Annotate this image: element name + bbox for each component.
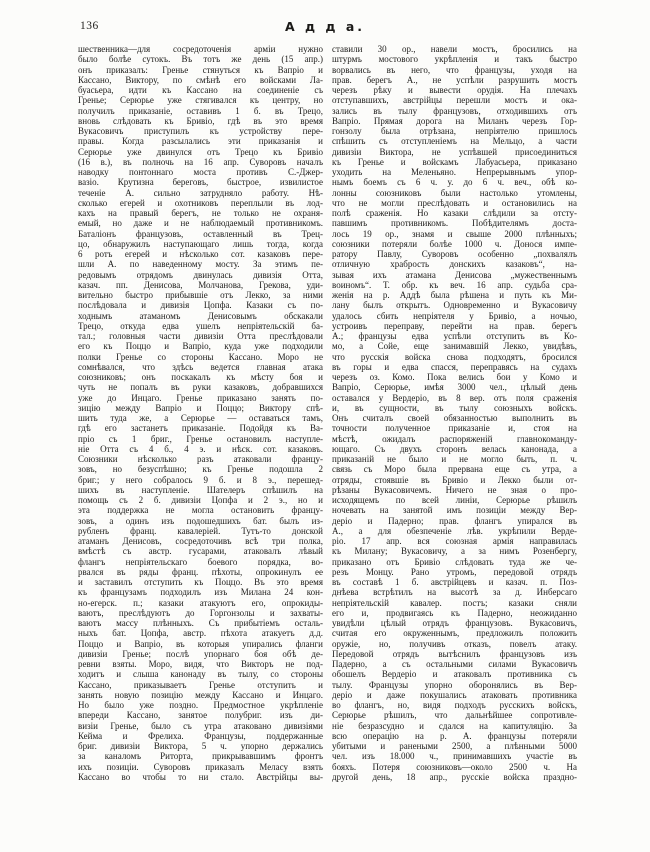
text-line: ставили 30 ор., навели мостъ, бросились на bbox=[332, 44, 577, 54]
text-line: Союзники нѣсколько разъ атаковали францу- bbox=[78, 454, 323, 464]
text-line: во флангъ, но, видя подходъ русскихъ войскъ, bbox=[332, 700, 577, 710]
text-line: ходитъ и слыша канонаду въ тылу, со стороны bbox=[78, 669, 323, 680]
text-line: удалось сбить непріятеля у Бривіо, а ночью, bbox=[332, 310, 577, 321]
text-line: къ Милану; Вукасовичу, а за нимъ Розенбергу, bbox=[332, 546, 577, 557]
text-line: вительно быстро прибывшіе отъ Лекко, за ними bbox=[78, 290, 323, 300]
text-line: (16 в.), въ полночь на 16 апр. Суворовъ началъ bbox=[78, 156, 323, 167]
text-line: ваютъ, преслѣдуютъ до Горгонзолы и захваты- bbox=[78, 607, 323, 618]
text-line: вмѣстѣ съ австр. гусарами, атаковалъ лѣвый bbox=[78, 546, 323, 557]
text-line: полѣ сраженія. Но казаки слѣдили за отсту- bbox=[332, 208, 577, 218]
text-line: Вапріо, Серюрье, имѣя 3000 чел., цѣлый день bbox=[332, 382, 577, 393]
text-line: шественника—для сосредоточенія арміи нужно bbox=[78, 44, 323, 54]
text-line: впереди Кассано, занятое полубриг. изъ ди- bbox=[78, 710, 323, 721]
text-line: ночевать на занятой имъ позиціи между Вер- bbox=[332, 505, 577, 516]
text-line: ваютъ массу плѣнныхъ. Съ прибытіемъ осталь- bbox=[78, 618, 323, 628]
text-line: его и, продвигаясь къ Падерно, неожиданно bbox=[332, 607, 577, 618]
text-line: нымъ боемъ съ 6 ч. у. до 6 ч. веч., обѣ ко- bbox=[332, 177, 577, 188]
text-line: уходить на Меленьяно. Непрерывнымъ упор- bbox=[332, 167, 577, 177]
text-line: зывая ихъ атамана Денисова „мужественнымъ bbox=[332, 269, 577, 280]
text-line: оружіе, но, получивъ отказъ, повелъ атаку. bbox=[332, 638, 577, 649]
text-line: резъ Монцу. Рано утромъ, передовой отрядъ bbox=[332, 566, 577, 577]
text-line: редовымъ отрядомъ двинулась дивизія Отта, bbox=[78, 269, 323, 280]
text-line: Передовой отрядъ вытѣснилъ французовъ изъ bbox=[332, 648, 577, 659]
text-line: Кассано во чтобы то ни стало. Австрійцы вы- bbox=[78, 771, 323, 782]
text-line: спѣшить съ отступленіемъ на Мельцо, а части bbox=[332, 136, 577, 147]
left-column bbox=[78, 44, 323, 782]
text-line: отряды, стоявшіе въ Бривіо и Лекко были от- bbox=[332, 474, 577, 485]
text-line: Кассано, Виктору, по смѣнѣ его войсками Ла- bbox=[78, 74, 323, 85]
text-line: визіи Гренье, было съ утра атаковано дивизіями bbox=[78, 720, 323, 731]
text-line: черезъ оз. Комо. Пока велись бои у Комо и bbox=[332, 372, 577, 382]
text-line: ходнымъ атаманомъ Денисовымъ обскакали bbox=[78, 310, 323, 321]
text-line: ворвались въ него, что французы, уходя на bbox=[332, 64, 577, 75]
text-line: женія на р. Аддѣ была рѣшена и путь къ Ми- bbox=[332, 290, 577, 300]
text-line: увидѣли цѣлый отрядъ французовъ. Вукасовичъ, bbox=[332, 618, 577, 628]
text-line: дивизіи Гренье; послѣ упорнаго боя обѣ де- bbox=[78, 648, 323, 659]
text-line: теченіе А. сильно затрудняло работу. Нѣ- bbox=[78, 187, 323, 198]
text-line: чел. изъ 18.000 ч., принимавшихъ участіе въ bbox=[332, 751, 577, 762]
text-line: лану былъ открытъ. Одновременно и Вукасовичу bbox=[332, 300, 577, 311]
page-title: А д д а. bbox=[284, 19, 366, 34]
text-line: убитыми и ранеными 2500, а плѣнными 5000 bbox=[332, 741, 577, 751]
text-line: лось 19 ор., знамя и свыше 2000 плѣнныхъ; bbox=[332, 228, 577, 239]
page-header bbox=[0, 19, 650, 35]
text-line: ныхъ бат. Цопфа, австр. пѣхота атакуетъ д.д. bbox=[78, 628, 323, 639]
text-line: буасьера, идти къ Кассано на соединеніе съ bbox=[78, 85, 323, 95]
text-line: Но было уже поздно. Предмостное укрѣпленіе bbox=[78, 700, 323, 710]
text-line: зицію между Вапріо и Поццо; Виктору спѣ- bbox=[78, 402, 323, 413]
text-line: эта поддержка не могла остановить францу- bbox=[78, 505, 323, 516]
text-line: тылу. Французы упорно оборонялись въ Вер- bbox=[332, 679, 577, 690]
text-columns bbox=[78, 44, 577, 782]
text-line: онъ приказалъ: Гренье стянуться къ Вапріо и bbox=[78, 64, 323, 75]
text-line: деріо и Падерно; прав. флангъ упирался въ bbox=[332, 515, 577, 526]
text-line: помощь съ 2 б. дивизіи Цопфа и 2 э., но и bbox=[78, 495, 323, 505]
text-line: уже до Инцаго. Гренье приказано занять по- bbox=[78, 392, 323, 403]
text-line: А., а для обезпеченіе лѣв. укрѣпили Верде- bbox=[332, 525, 577, 536]
text-line: рѣзаны Вукасовичемъ. Ничего не зная о про- bbox=[332, 484, 577, 495]
text-line: Гренье; Серюрье уже стягивался къ центру, но bbox=[78, 95, 323, 106]
text-line: Вукасовичъ приступилъ къ устройству пере- bbox=[78, 126, 323, 136]
text-line: Вапріо. Прямая дорога на Миланъ черезъ Гор- bbox=[332, 115, 577, 126]
text-line: деріо и даже покушались атаковать противника bbox=[332, 689, 577, 700]
text-line: шихъ въ наступленіе. Шателеръ спѣшилъ на bbox=[78, 484, 323, 495]
text-line: Поццо и Вапріо, въ которыя упирались фланги bbox=[78, 638, 323, 649]
text-line: мѣстѣ, ожидалъ распоряженій главнокоманду- bbox=[332, 433, 577, 444]
text-line: отличную храбрость донскихъ казаковъ“, на- bbox=[332, 259, 577, 270]
text-line: гонзолу была отрѣзана, непріятелю пришлось bbox=[332, 126, 577, 136]
text-line: прав. берегъ А., не успѣли разрушить мостъ bbox=[332, 74, 577, 85]
text-line: оставался у Вердеріо, въ 8 вер. отъ поля сраженія bbox=[332, 392, 577, 403]
text-line: мо, а Сойе, еще занимавшій Лекко, увидѣвъ, bbox=[332, 341, 577, 352]
text-line: вновь слѣдовать къ Бривіо, гдѣ въ это время bbox=[78, 115, 323, 126]
text-line: зовъ, а одинъ изъ подошедшихъ бат. былъ из- bbox=[78, 515, 323, 526]
text-line: штурмъ мостового укрѣпленія и такъ быстро bbox=[332, 54, 577, 65]
text-line: флангъ непріятельскаго боевого порядка, во- bbox=[78, 556, 323, 567]
text-line: всю операцію на р. А. французы потеряли bbox=[332, 730, 577, 741]
text-line: связь съ Моро была прервана еще съ утра, а bbox=[332, 464, 577, 475]
text-line: атаманъ Денисовъ, сосредоточивъ всѣ три полка, bbox=[78, 536, 323, 546]
text-line: ихъ позиціи. Суворовъ приказалъ Меласу взять bbox=[78, 761, 323, 772]
text-line: Кассано, приказываетъ Гренье отступить и bbox=[78, 679, 323, 690]
text-line: цо, обнаружилъ наступающаго лишь тогда, когда bbox=[78, 238, 323, 249]
text-line: воиномъ“. Т. обр. къ веч. 16 апр. судьба сра- bbox=[332, 279, 577, 290]
text-line: днѣева встрѣтилъ на высотѣ за д. Инберсаго bbox=[332, 587, 577, 598]
text-line: рубленъ франц. кавалеріей. Тутъ-то донской bbox=[78, 525, 323, 536]
text-line: Онъ считалъ своей обязанностью выполнить въ bbox=[332, 413, 577, 423]
text-line: рвался въ ряды франц. пѣхоты, опрокинулъ ее bbox=[78, 566, 323, 577]
text-line: павшимъ противникомъ. Побѣдителямъ доста- bbox=[332, 218, 577, 229]
text-line: союзниковъ; онъ поскакалъ къ мѣсту боя и bbox=[78, 372, 323, 382]
text-line: бриг. дивизіи Виктора, 5 ч. упорно держались bbox=[78, 741, 323, 751]
right-column bbox=[332, 44, 577, 782]
text-line: его къ Поццо и Вапріо, куда уже подходили bbox=[78, 341, 323, 352]
text-line: ріо. 17 апр. вся союзная армія направилась bbox=[332, 536, 577, 546]
text-line: было болѣе сутокъ. Въ тотъ же день (15 апр.) bbox=[78, 54, 323, 65]
text-line: другой день, 18 апр., русскіе войска праздно- bbox=[332, 771, 577, 782]
page-number: 136 bbox=[80, 20, 99, 32]
text-line: дивизіи Виктора, не успѣвшей присоединиться bbox=[332, 146, 577, 157]
text-line: Кейма и Фрелиха. Французы, поддержанные bbox=[78, 730, 323, 741]
text-line: лонны союзниковъ были настолько утомлены, bbox=[332, 187, 577, 198]
text-line: приказаній не было и не могло быть, п. ч. bbox=[332, 454, 577, 464]
text-line: занять новую позицію между Кассано и Инцаго. bbox=[78, 689, 323, 700]
text-line: обошелъ Вердеріо и атаковалъ противника съ bbox=[332, 669, 577, 680]
text-line: ніе безразсудно и сдался на капитуляцію. За bbox=[332, 720, 577, 731]
text-line: тал.; головныя части дивизіи Отта преслѣдовали bbox=[78, 331, 323, 341]
text-line: считая его окруженнымъ, предложилъ положить bbox=[332, 628, 577, 639]
text-line: ратору Павлу, Суворовъ особенно „похвалялъ bbox=[332, 249, 577, 259]
text-line: зались въ тылу французовъ, отходившихъ отъ bbox=[332, 105, 577, 116]
text-line: послѣдовала и дивизія Цопфа. Казаки съ по- bbox=[78, 300, 323, 311]
text-line: Баталіонъ французовъ, оставленный въ Трец- bbox=[78, 228, 323, 239]
text-line: ревни взяты. Моро, видя, что Викторъ не под- bbox=[78, 659, 323, 669]
text-line: кахъ на правый берегъ, не только не охраня- bbox=[78, 208, 323, 218]
text-line: къ Гренье и войскамъ Лабуасьера, приказано bbox=[332, 156, 577, 167]
text-line: устроивъ переправу, перейти на прав. берегъ bbox=[332, 320, 577, 331]
text-line: что не могли преслѣдовать и остановились на bbox=[332, 197, 577, 208]
text-line: точности полученное приказаніе и, стоя на bbox=[332, 423, 577, 434]
text-line: емый, но даже и не наблюдаемый противникомъ. bbox=[78, 218, 323, 229]
text-line: черезъ рѣку и вывести орудія. На плечахъ bbox=[332, 85, 577, 95]
text-line: А.; французы едва успѣли отступить въ Ко- bbox=[332, 331, 577, 341]
text-line: и, въ сущности, въ тылу союзныхъ войскъ. bbox=[332, 402, 577, 413]
text-line: зовъ, но безуспѣшно; къ Гренье подошла 2 bbox=[78, 464, 323, 475]
text-line: 6 ротъ егерей и нѣсколько сот. казаковъ пере- bbox=[78, 249, 323, 259]
text-line: Трецо, откуда едва ушелъ непріятельскій ба- bbox=[78, 320, 323, 331]
text-line: за каналомъ Риторта, прикрывавшимъ фронтъ bbox=[78, 751, 323, 762]
text-line: бриг.; у него собралось 9 б. и 8 э., перешед- bbox=[78, 474, 323, 485]
text-line: отступавшихъ, австрійцы перешли мостъ и ока- bbox=[332, 95, 577, 106]
text-line: Падерно, а съ остальными силами Вукасовичъ bbox=[332, 659, 577, 669]
text-line: въ горы и едва спасся, переправясь на судахъ bbox=[332, 361, 577, 372]
text-line: пріо съ 1 бриг., Гренье остановилъ наступле- bbox=[78, 433, 323, 444]
text-line: полки Гренье со стороны Кассано. Моро не bbox=[78, 351, 323, 362]
text-line: непріятельскій кавалер. постъ; казаки сняли bbox=[332, 597, 577, 608]
text-line: казач. пп. Денисова, Молчанова, Грекова, уди- bbox=[78, 279, 323, 290]
text-line: получилъ приказаніе, оставивъ 1 б. въ Трецо, bbox=[78, 105, 323, 116]
text-line: наводку понтоннаго моста противъ С.-Джер- bbox=[78, 167, 323, 177]
text-line: ніе Отта съ 4 б., 4 э. и нѣск. сот. казаковъ. bbox=[78, 443, 323, 454]
text-line: чуть не попалъ въ руки казаковъ, добравшихся bbox=[78, 382, 323, 393]
text-line: гдѣ его застанетъ приказаніе. Подойдя къ Ва- bbox=[78, 423, 323, 434]
text-line: правы. Когда разсылались эти приказанія и bbox=[78, 136, 323, 147]
text-line: Серюрье уже двинулся отъ Трецо къ Бривіо bbox=[78, 146, 323, 157]
text-line: шить туда же, а Серюрье — оставаться тамъ, bbox=[78, 413, 323, 423]
text-line: Серюрье рѣшилъ, что дальнѣйшее сопротивле- bbox=[332, 710, 577, 721]
text-line: исходящемъ по всей линіи, Серюрье рѣшилъ bbox=[332, 495, 577, 505]
text-line: шли А. по наведенному мосту. За этимъ пе- bbox=[78, 259, 323, 270]
text-line: бояхъ. Потеря союзниковъ—около 2500 ч. На bbox=[332, 761, 577, 772]
text-line: сомнѣвался, что здѣсь ведется главная атака bbox=[78, 361, 323, 372]
text-line: приказано отъ Бривіо слѣдовать туда же че- bbox=[332, 556, 577, 567]
text-line: но-егерск. п.; казаки атакуютъ его, опрокиды- bbox=[78, 597, 323, 608]
text-line: и заставилъ отступить къ Поццо. Въ это время bbox=[78, 577, 323, 587]
text-line: вазіо. Крутизна береговъ, быстрое, извилистое bbox=[78, 177, 323, 188]
text-line: въ составѣ 1 б. австрійцевъ и казач. п. Поз- bbox=[332, 577, 577, 587]
text-line: къ французамъ подходилъ изъ Милана 24 кон- bbox=[78, 587, 323, 598]
text-line: ющаго. Съ двухъ сторонъ велась канонада, а bbox=[332, 443, 577, 454]
text-line: что русскія войска снова подходятъ, бросился bbox=[332, 351, 577, 362]
text-line: сколько егерей и охотниковъ переплыли въ лод- bbox=[78, 197, 323, 208]
text-line: союзники потеряли болѣе 1000 ч. Донося импе- bbox=[332, 238, 577, 249]
